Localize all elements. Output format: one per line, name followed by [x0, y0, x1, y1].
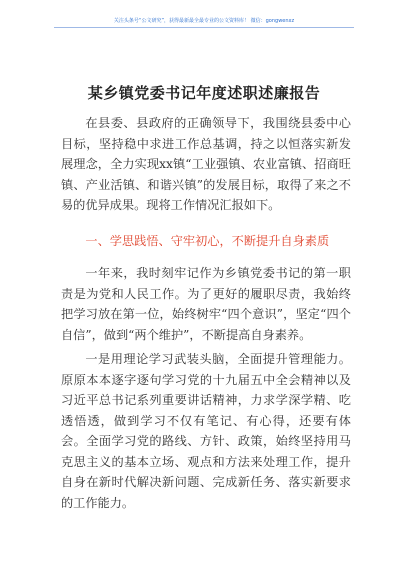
section-heading-1: 一、学思践悟、守牢初心，不断提升自身素质 [85, 234, 330, 248]
banner-divider [54, 27, 354, 28]
promo-banner[interactable] [0, 17, 408, 28]
intro-paragraph: 在县委、县政府的正确领导下，我围绕县委中心目标，坚持稳中求进工作总基调，持之以恒落实新发展理念，全力实现xx镇“工业强镇、农业富镇、招商旺镇、产业活镇、和谐兴镇”的发展目标，取得了来之不易的优异成果。现将工作情况汇报如下。 [61, 116, 351, 212]
section-1-paragraph-2: 一是用理论学习武装头脑，全面提升管理能力。原原本本逐字逐句学习党的十九届五中全会精神以及习近平总书记系列重要讲话精神，力求学深学精、吃透悟透，做到学习不仅有笔记、有心得，还要有体会。全面学习党的路线、方针、政策，始终坚持用马克思主义的基本立场、观点和方法来处理工作，提升自身在新时代解决新问题、完成新任务、落实新要求的工作能力。 [61, 352, 351, 510]
promo-banner-text: 关注头条号“公文研究”，获得最新最全最专业的公文资料库！ 微信：gongwenxz [113, 18, 295, 24]
section-1-paragraph-1: 一年来，我时刻牢记作为乡镇党委书记的第一职责是为党和人民工作。为了更好的履职尽责，我始终把学习放在第一位，始终树牢“四个意识”，坚定“四个自信”，做到“两个维护”，不断提高自身素养。 [61, 266, 351, 342]
document-title: 某乡镇党委书记年度述职述廉报告 [87, 84, 321, 102]
